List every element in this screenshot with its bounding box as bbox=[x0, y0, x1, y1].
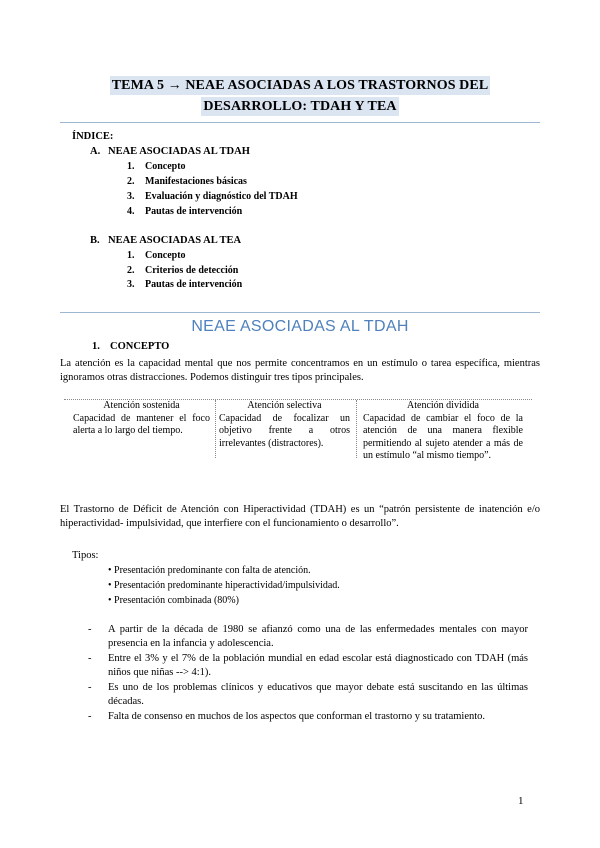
index-section-label: NEAE ASOCIADAS AL TEA bbox=[108, 235, 242, 246]
list-item: • Presentación predominante con falta de atención. bbox=[108, 565, 311, 576]
section-divider bbox=[60, 312, 540, 313]
attention-type-body: Capacidad de mantener el foco alerta a lo largo del tiempo. bbox=[73, 412, 210, 436]
attention-type-title: Atención sostenida bbox=[103, 400, 180, 411]
column-divider bbox=[215, 400, 216, 458]
index-label: ÍNDICE: bbox=[72, 131, 114, 142]
attention-type-divided bbox=[363, 400, 523, 460]
page-number: 1 bbox=[518, 795, 524, 807]
index-section-letter: A. bbox=[90, 146, 101, 157]
index-section-letter: B. bbox=[90, 235, 100, 246]
title-divider bbox=[60, 122, 540, 123]
attention-type-sustained bbox=[73, 400, 210, 460]
index-item: 1. Concepto bbox=[127, 161, 186, 172]
attention-type-title: Atención selectiva bbox=[247, 400, 322, 411]
index-item: 2. Manifestaciones básicas bbox=[127, 176, 247, 187]
attention-type-body: Capacidad de focalizar un objetivo frente a otros irrelevantes (distractores). bbox=[219, 412, 350, 449]
list-item: • Presentación predominante hiperactividad/impulsividad. bbox=[108, 580, 340, 591]
index-section-b bbox=[90, 235, 241, 246]
fact-item: - A partir de la década de 1980 se afianzó como una de las enfermedades mentales con mayor presencia en la infancia y adolescencia. bbox=[88, 624, 528, 649]
fact-item: - Falta de consenso en muchos de los aspectos que conforman el trastorno y su tratamiento. bbox=[88, 711, 486, 722]
list-item: • Presentación combinada (80%) bbox=[108, 595, 239, 606]
attention-type-body: Capacidad de cambiar el foco de la atención de una manera flexible permitiendo al sujeto atender a más de un estímulo “al mismo tiempo”. bbox=[363, 412, 523, 461]
attention-type-title: Atención dividida bbox=[407, 400, 479, 411]
index-item: 3. Evaluación y diagnóstico del TDAH bbox=[127, 191, 298, 202]
index-item: 1. Concepto bbox=[127, 250, 186, 261]
section-title: NEAE ASOCIADAS AL TDAH bbox=[191, 318, 409, 335]
concepto-heading: 1. CONCEPTO bbox=[92, 341, 170, 352]
title-line-2: DESARROLLO: TDAH Y TEA bbox=[203, 99, 397, 114]
definition-paragraph: El Trastorno de Déficit de Atención con Hiperactividad (TDAH) es un “patrón persistente de inatención e/o hiperactividad- impulsividad, que interfiere con el funcionamiento o desarrollo”. bbox=[60, 504, 540, 529]
column-divider bbox=[356, 400, 357, 458]
index-section-label: NEAE ASOCIADAS AL TDAH bbox=[108, 146, 250, 157]
fact-item: - Es uno de los problemas clínicos y educativos que mayor debate está suscitando en las últimas décadas. bbox=[88, 682, 528, 707]
tipos-label: Tipos: bbox=[72, 550, 99, 561]
attention-type-selective bbox=[219, 400, 350, 460]
intro-paragraph: La atención es la capacidad mental que nos permite concentramos en un estímulo o tarea específica, mientras ignoramos otras distracciones. Podemos distinguir tres tipos principales. bbox=[60, 358, 540, 383]
fact-item: - Entre el 3% y el 7% de la población mundial en edad escolar está diagnosticado con TDAH (más niños que niñas --> 4:1). bbox=[88, 653, 528, 678]
index-item: 2. Criterios de detección bbox=[127, 265, 239, 276]
document-title bbox=[60, 75, 540, 117]
attention-types-table bbox=[73, 400, 523, 460]
index-item: 4. Pautas de intervención bbox=[127, 206, 243, 217]
index-item: 3. Pautas de intervención bbox=[127, 279, 243, 290]
title-line-1: TEMA 5 → NEAE ASOCIADAS A LOS TRASTORNOS DEL bbox=[111, 78, 489, 93]
index-section-a bbox=[90, 146, 250, 157]
